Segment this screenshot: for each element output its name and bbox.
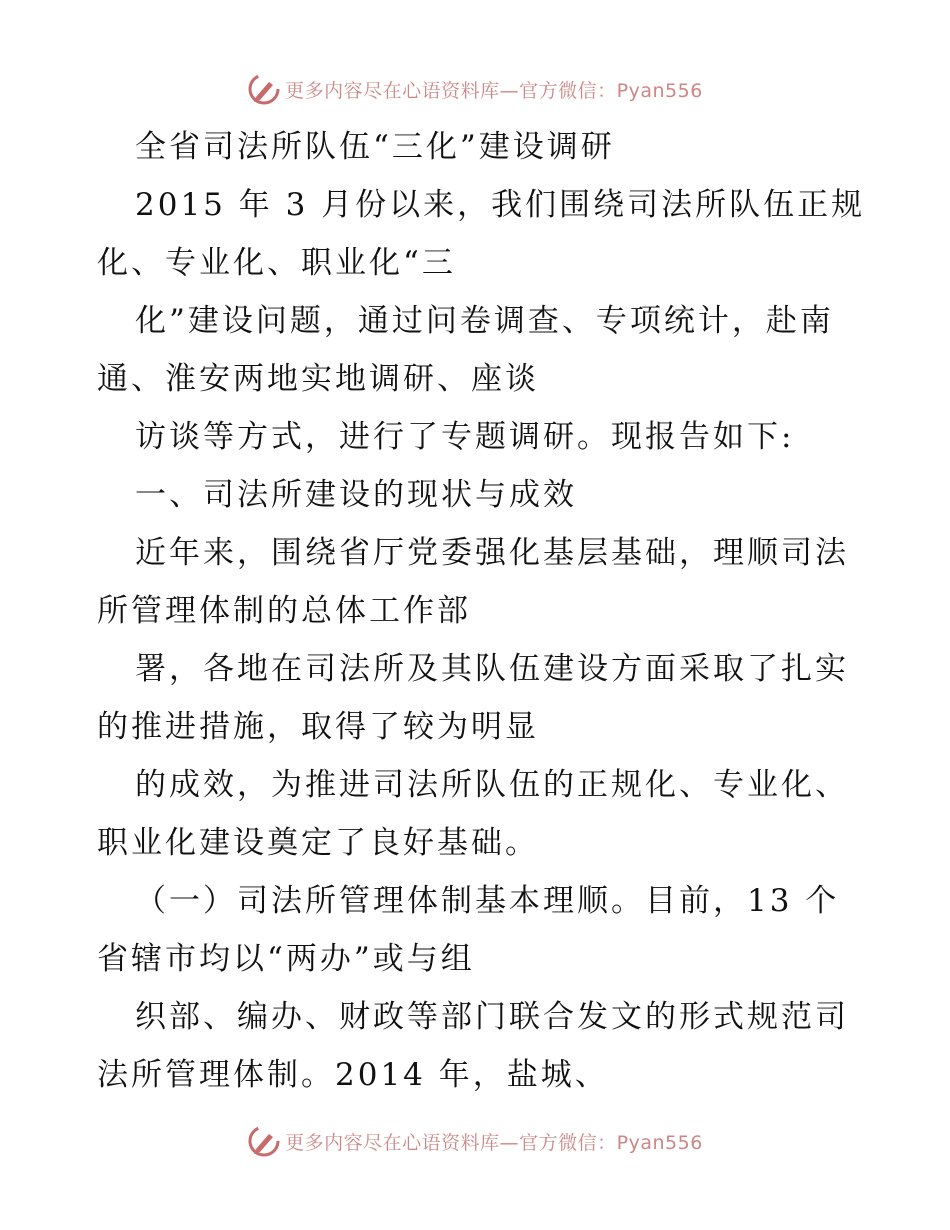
watermark-footer [0, 1124, 950, 1158]
document-title: 全省司法所队伍“三化”建设调研 [135, 129, 615, 165]
text-line: 省辖市均以“两办”或与组 [97, 941, 475, 977]
text-line: 2015 年 3 月份以来，我们围绕司法所队伍正规 [135, 187, 866, 223]
pen-logo-icon [247, 1124, 281, 1158]
pen-logo-icon [247, 72, 281, 106]
text-line: 通、淮安两地实地调研、座谈 [97, 361, 539, 397]
text-line: 署，各地在司法所及其队伍建设方面采取了扎实 [135, 651, 849, 687]
text-line: 的推进措施，取得了较为明显 [97, 709, 539, 745]
text-line: 织部、编办、财政等部门联合发文的形式规范司 [135, 999, 849, 1035]
watermark-text: 更多内容尽在心语资料库—官方微信：Pyan556 [285, 79, 703, 102]
text-line: 的成效，为推进司法所队伍的正规化、专业化、 [135, 767, 849, 803]
document-body [97, 118, 866, 1104]
text-line: 化”建设问题，通过问卷调查、专项统计，赴南 [135, 303, 834, 339]
text-line: 访谈等方式，进行了专题调研。现报告如下: [135, 419, 795, 455]
text-line: 近年来，围绕省厅党委强化基层基础，理顺司法 [135, 535, 849, 571]
subsection-heading: （一）司法所管理体制基本理顺。目前，13 个 [135, 883, 840, 919]
watermark-text: 更多内容尽在心语资料库—官方微信：Pyan556 [285, 1131, 703, 1154]
text-line: 法所管理体制。2014 年，盐城、 [97, 1057, 609, 1093]
text-line: 职业化建设奠定了良好基础。 [97, 825, 539, 861]
watermark-header [0, 72, 950, 106]
text-line: 化、专业化、职业化“三 [97, 245, 456, 281]
section-heading: 一、司法所建设的现状与成效 [135, 477, 577, 513]
text-line: 所管理体制的总体工作部 [97, 593, 471, 629]
